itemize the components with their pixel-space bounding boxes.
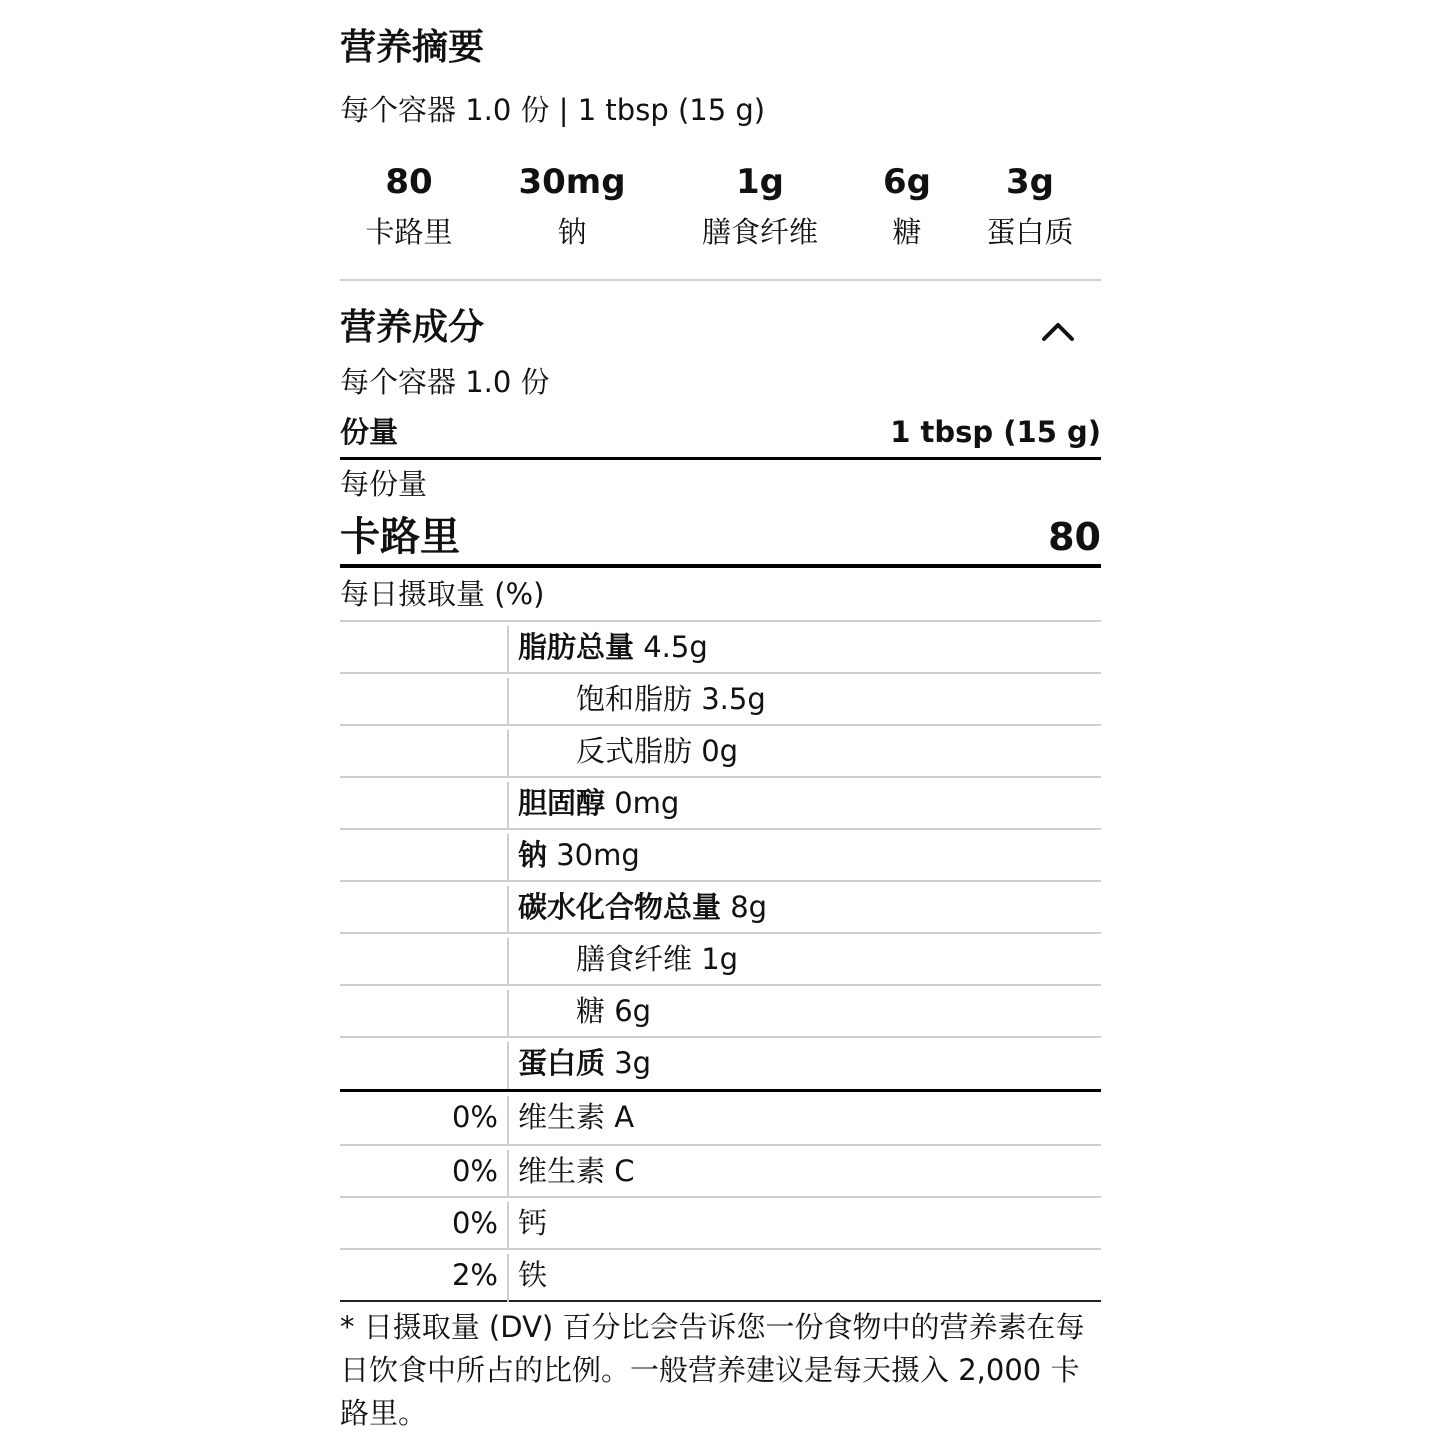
nutrient-name: 反式脂肪: [576, 734, 693, 768]
nutrient-name: 饱和脂肪: [576, 682, 693, 716]
nutrient-row-sodium: [340, 828, 1101, 880]
calories-value: 80: [1048, 515, 1101, 559]
vitamin-row-calcium: [340, 1196, 1101, 1248]
collapse-button[interactable]: [1038, 312, 1078, 352]
calories-label: 卡路里: [340, 514, 460, 560]
stat-value: 80: [385, 162, 433, 202]
column-divider: [507, 1096, 509, 1144]
nutrient-pct: [340, 830, 498, 880]
stat-label: 膳食纤维: [701, 215, 818, 249]
nutrient-amount: 8g: [730, 890, 768, 924]
stat-sugar: [867, 160, 947, 254]
nutrient-amount: 30mg: [556, 838, 640, 872]
nutrient-pct: [340, 934, 498, 984]
nutrient-name: 碳水化合物总量: [518, 890, 722, 924]
column-divider: [507, 938, 509, 986]
stat-sodium: [502, 160, 642, 254]
nutrient-row-total-carbohydrate: [340, 880, 1101, 932]
chevron-up-icon: [1038, 312, 1078, 352]
column-divider: [507, 782, 509, 830]
nutrient-table: [340, 620, 1101, 1088]
nutrient-row-cholesterol: [340, 776, 1101, 828]
vitamin-name: 维生素 A: [518, 1100, 635, 1134]
nutrient-row-sugars: [340, 984, 1101, 1036]
thick-divider: [340, 564, 1101, 568]
section-divider: [340, 279, 1101, 281]
stat-protein: [970, 160, 1090, 254]
vitamin-row-iron: [340, 1248, 1101, 1300]
vitamin-name: 铁: [518, 1258, 548, 1292]
nutrient-row-saturated-fat: [340, 672, 1101, 724]
nutrient-name: 胆固醇: [518, 786, 606, 820]
nutrient-row-total-fat: [340, 620, 1101, 672]
nutrient-name: 糖: [576, 994, 606, 1028]
daily-value-footnote: * 日摄取量 (DV) 百分比会告诉您一份食物中的营养素在每日饮食中所占的比例。一般营养建议是每天摄入 2,000 卡路里。: [340, 1310, 1085, 1430]
stat-label: 糖: [892, 215, 922, 249]
nutrient-row-trans-fat: [340, 724, 1101, 776]
daily-value-header: 每日摄取量 (%): [340, 577, 545, 611]
serving-size-label: 份量: [340, 415, 399, 449]
nutrient-amount: 3g: [614, 1046, 652, 1080]
nutrient-amount: 6g: [614, 994, 652, 1028]
serving-size-row: [340, 410, 1101, 456]
column-divider: [507, 1150, 509, 1198]
stat-label: 卡路里: [365, 215, 453, 249]
stat-fiber: [680, 160, 840, 254]
column-divider: [507, 834, 509, 882]
nutrient-pct: [340, 778, 498, 828]
servings-per-container: 每个容器 1.0 份: [340, 365, 550, 399]
vitamin-pct: 0%: [451, 1154, 498, 1188]
column-divider: [507, 1042, 509, 1090]
nutrient-amount: 1g: [701, 942, 739, 976]
vitamin-table: [340, 1089, 1101, 1302]
nutrient-row-dietary-fiber: [340, 932, 1101, 984]
stat-value: 6g: [883, 162, 931, 202]
facts-title: 营养成分: [340, 307, 485, 348]
column-divider: [507, 678, 509, 726]
nutrient-name: 钠: [518, 838, 548, 872]
amount-per-serving: 每份量: [340, 467, 428, 501]
stat-value: 1g: [736, 162, 784, 202]
summary-serving-line: 每个容器 1.0 份 | 1 tbsp (15 g): [340, 93, 766, 127]
column-divider: [507, 626, 509, 674]
nutrient-amount: 3.5g: [701, 682, 766, 716]
vitamin-name: 钙: [518, 1206, 548, 1240]
vitamin-pct: 0%: [451, 1100, 498, 1134]
column-divider: [507, 730, 509, 778]
nutrient-pct: [340, 882, 498, 932]
vitamin-row-a: [340, 1092, 1101, 1144]
nutrient-name: 脂肪总量: [518, 630, 635, 664]
nutrient-amount: 0g: [701, 734, 739, 768]
nutrient-amount: 4.5g: [643, 630, 708, 664]
vitamin-pct: 0%: [451, 1206, 498, 1240]
stat-value: 3g: [1006, 162, 1054, 202]
column-divider: [507, 886, 509, 934]
summary-title: 营养摘要: [340, 27, 485, 68]
nutrient-pct: [340, 674, 498, 724]
vitamin-row-c: [340, 1144, 1101, 1196]
stat-label: 钠: [557, 215, 587, 249]
summary-stats: [340, 160, 1101, 260]
stat-calories: [340, 160, 478, 254]
column-divider: [507, 1254, 509, 1302]
nutrient-pct: [340, 986, 498, 1036]
nutrient-pct: [340, 1038, 498, 1088]
nutrient-amount: 0mg: [614, 786, 680, 820]
nutrient-pct: [340, 726, 498, 776]
nutrient-name: 蛋白质: [518, 1046, 606, 1080]
stat-label: 蛋白质: [986, 215, 1074, 249]
stat-value: 30mg: [518, 162, 626, 202]
thick-divider: [340, 457, 1101, 460]
column-divider: [507, 990, 509, 1038]
nutrient-name: 膳食纤维: [576, 942, 693, 976]
vitamin-pct: 2%: [451, 1258, 498, 1292]
nutrient-pct: [340, 622, 498, 672]
column-divider: [507, 1202, 509, 1250]
nutrient-row-protein: [340, 1036, 1101, 1088]
serving-size-value: 1 tbsp (15 g): [890, 415, 1101, 449]
vitamin-name: 维生素 C: [518, 1154, 635, 1188]
